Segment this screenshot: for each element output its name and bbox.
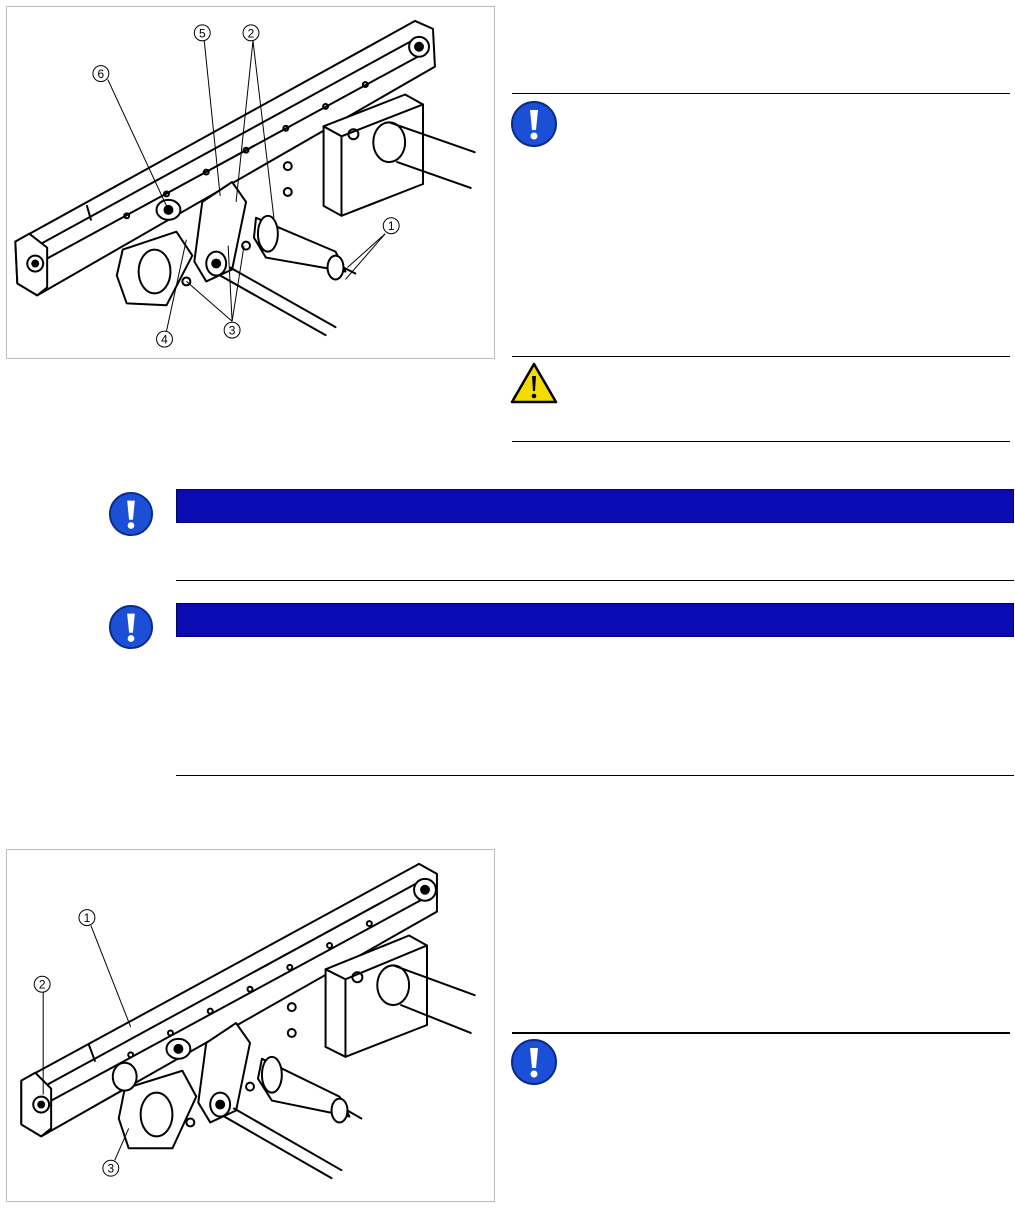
callout-5 bbox=[194, 25, 210, 41]
note-banner-2 bbox=[176, 603, 1014, 637]
callout-6 bbox=[93, 66, 109, 82]
mechanical-drawing-bottom bbox=[7, 850, 494, 1201]
svg-text:2: 2 bbox=[247, 26, 255, 41]
warning-triangle-icon bbox=[510, 362, 558, 404]
exclamation-icon bbox=[510, 100, 558, 148]
caution-1-top-rule bbox=[512, 356, 1010, 357]
callout-2 bbox=[243, 25, 259, 41]
note-banner-1 bbox=[176, 489, 1014, 523]
callout-1 bbox=[79, 910, 95, 926]
svg-text:6: 6 bbox=[97, 67, 105, 82]
svg-text:4: 4 bbox=[161, 332, 168, 347]
figure-bottom bbox=[6, 849, 495, 1202]
exclamation-icon bbox=[108, 491, 154, 537]
callout-2 bbox=[34, 976, 50, 992]
svg-text:2: 2 bbox=[38, 977, 46, 992]
callout-4 bbox=[157, 331, 173, 347]
note-banner-1-bottom-rule bbox=[176, 580, 1014, 581]
figure-top bbox=[6, 6, 495, 359]
caution-1-bottom-rule bbox=[512, 441, 1010, 442]
svg-text:3: 3 bbox=[228, 323, 236, 338]
exclamation-icon bbox=[510, 1038, 558, 1086]
svg-text:5: 5 bbox=[198, 26, 206, 41]
svg-text:1: 1 bbox=[387, 219, 395, 234]
callout-3 bbox=[103, 1160, 119, 1176]
note-2-top-rule bbox=[512, 1032, 1010, 1034]
mechanical-drawing-top bbox=[7, 7, 494, 358]
svg-text:3: 3 bbox=[107, 1161, 115, 1176]
exclamation-icon bbox=[108, 604, 154, 650]
callout-1 bbox=[383, 218, 399, 234]
note-banner-2-bottom-rule bbox=[176, 775, 1014, 776]
svg-text:1: 1 bbox=[83, 911, 91, 926]
callout-3 bbox=[224, 322, 240, 338]
note-1-top-rule bbox=[512, 93, 1010, 94]
